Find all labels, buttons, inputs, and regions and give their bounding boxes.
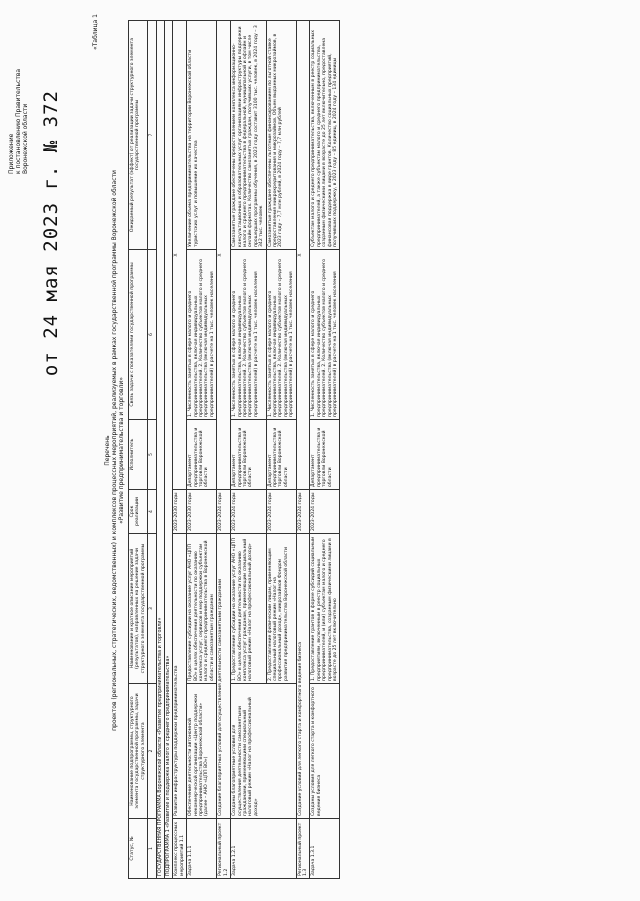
executor-cell: Департамент предпринимательства и торговли Воронежской области xyxy=(187,420,217,490)
measure-cell: 2. Предоставление физическим лицам, применяющим специальный налоговый режим «Налог на профессиональный доход», микрозаймов Фондом развития предпринимательства Воронежской области xyxy=(266,534,296,684)
table-row xyxy=(217,21,231,879)
name-cell: Созданы благоприятные условия для осуществления деятельности самозанятыми гражданами, применяющими специальный налоговый режим «Налог на профессиональный доход» xyxy=(231,684,296,819)
column-number: 2 xyxy=(148,684,156,819)
column-number: 1 xyxy=(148,819,156,879)
measures-table xyxy=(128,20,340,879)
status-cell: Комплекс процессных мероприятий 1.1 xyxy=(173,819,187,879)
approval-line: Воронежской области xyxy=(22,103,29,174)
name-cell: Создание благоприятных условий для осуществления деятельности самозанятыми гражданами xyxy=(217,534,231,819)
term-cell: 2023-2024 годы xyxy=(231,490,266,534)
header-cell: Статус, № xyxy=(129,819,148,879)
table-label: «Таблица 1 xyxy=(92,14,99,50)
executor-cell: Департамент предпринимательства и торговли Воронежской области xyxy=(231,420,266,490)
result-cell: Самозанятые граждане обеспечены льготным финансированием по льготной ставке предоставления микрокредитования и микрозаймов. Объем выданных микрозаймов, в 2023 году – 7,7 млн рублей, в 2024 году – 7,7 млн рублей xyxy=(266,21,296,250)
approval-line: Приложение xyxy=(8,133,15,174)
header-cell: Ожидаемый результат (эффект) от реализации задачи структурного элемента государственной программы xyxy=(129,21,148,250)
program-row xyxy=(156,21,164,879)
title-line: Перечень xyxy=(104,435,111,466)
executor-cell: Департамент предпринимательства и торговли Воронежской области xyxy=(310,420,340,490)
column-number: 3 xyxy=(148,534,156,684)
term-cell: 2023-2030 годы xyxy=(187,490,217,534)
link-cell: 1. Численность занятых в сфере малого и среднего предпринимательства, включая индивидуальных предпринимателей. 2. Количество субъектов малого и среднего предпринимательства (включая индивидуальных предпринимателей) в расчете на 1 тыс. человек населения xyxy=(187,250,217,420)
measure-cell: 1. Предоставление грантов в форме субсидий социальным предприятиям, включенным в реестр социальных предпринимателей, и (или) субъектам малого и среднего предпринимательства, созданным физическими лицами в возрасте до 25 лет включительно xyxy=(310,534,340,684)
name-cell: Развитие инфраструктуры поддержки предпринимательства xyxy=(173,534,187,819)
measure-cell: 1. Предоставление субсидии на оказание услуг АНО «ЦПП ВО» в целях обеспечения деятельности по оказанию комплекса услуг гражданам, применяющим специальный налоговый режим «Налог на профессиональный доход» xyxy=(231,534,266,684)
link-cell: 1. Численность занятых в сфере малого и среднего предпринимательства, включая индивидуальных предпринимателей. 2. Количество субъектов малого и среднего предпринимательства (включая индивидуальных предпринимателей) в расчете на 1 тыс. человек населения xyxy=(310,250,340,420)
title-line: проектов (региональных, стратегических, ведомственных) и комплексов процессных мероприятий, реализуемых в рамках государственной программы Воронежской области xyxy=(111,170,118,731)
header-row xyxy=(129,21,148,879)
term-cell: 2023-2030 годы xyxy=(173,490,187,534)
status-cell: Региональный проект 1.3 xyxy=(296,819,310,879)
column-number-row xyxy=(148,21,156,879)
header-cell: Наименование подпрограммы, структурного элемента государственной программы, задачи структурного элемента xyxy=(129,684,148,819)
name-cell: Создание условий для легкого старта и комфортного ведения бизнеса xyxy=(296,534,310,819)
term-cell: 2023-2024 годы xyxy=(310,490,340,534)
document-title xyxy=(104,120,125,781)
status-cell: Задача 1.1.1 xyxy=(187,819,217,879)
link-cell: 1. Численность занятых в сфере малого и среднего предпринимательства, включая индивидуальных предпринимателей. 2. Количество субъектов малого и среднего предпринимательства (включая индивидуальных предпринимателей) в расчете на 1 тыс. человек населения xyxy=(231,250,266,420)
approval-line: к постановлению Правительства xyxy=(15,68,22,174)
table-row xyxy=(310,21,340,879)
name-cell: Обеспечение деятельности автономной некоммерческой организации «Центр поддержки предпринимательства Воронежской области» (далее – АНО «ЦПП ВО») xyxy=(187,684,217,819)
table-row xyxy=(296,21,310,879)
status-cell: Региональный проект 1.2 xyxy=(217,819,231,879)
date-number-stamp: от 24 мая 2023 г. № 372 xyxy=(40,90,62,377)
x-cell: Х xyxy=(173,21,187,490)
header-cell: Срок реализации xyxy=(129,490,148,534)
term-cell: 2023-2024 годы xyxy=(217,490,231,534)
table-row xyxy=(231,21,266,879)
column-number: 7 xyxy=(148,21,156,250)
result-cell: Самозанятые граждане обеспечены предоставлением комплекса информационно-консультационных и образовательных услуг организациями инфраструктуры поддержки малого и среднего предпринимательства в федеральной, муниципальной и офлайн и онлайн форматах. Количество самозанятых граждан, получивших услуги, в том числе прошедших программы обучения, в 2023 году составит 3100 тыс. человек, в 2024 году – 3 342 тыс. человек xyxy=(231,21,266,250)
result-cell: Субъектам малого и среднего предпринимательства, включенным в реестр социальных предпринимателей, а также субъектам малого и среднего предпринимательства, созданным физическими лицами в возрасте до 25 лет включительно, предоставлена финансовая поддержка в виде грантов. Количество социальных предприятий, получивших поддержку, в 2023 году – 85 единиц, в 2024 году – 134 единицы xyxy=(310,21,340,250)
x-cell: Х xyxy=(217,21,231,490)
x-cell: Х xyxy=(296,21,310,490)
table-row xyxy=(187,21,217,879)
column-number: 5 xyxy=(148,420,156,490)
column-number: 6 xyxy=(148,250,156,420)
header-cell: Исполнитель xyxy=(129,420,148,490)
subprogram-title: ПОДПРОГРАММА 1 «Развитие и поддержка малого и среднего предпринимательства» xyxy=(165,21,173,879)
name-cell: Созданы условия для легкого старта и комфортного ведения бизнеса xyxy=(310,684,340,819)
header-cell: Связь задачи с показателями государственной программы xyxy=(129,250,148,420)
status-cell: Задача 1.3.1 xyxy=(310,819,340,879)
measure-cell: Предоставление субсидии на оказание услуг АНО «ЦПП ВО» в целях обеспечения деятельности по оказанию комплекса услуг, сервисов и мер поддержки субъектам малого и среднего предпринимательства в Воронежской области и самозанятым гражданам xyxy=(187,534,217,684)
header-cell: Наименование и краткое описание мероприятий (результатов), направленных на решение задачи структурного элемента государственной программы xyxy=(129,534,148,684)
subprogram-row xyxy=(165,21,173,879)
link-cell: 1. Численность занятых в сфере малого и среднего предпринимательства, включая индивидуальных предпринимателей. 2. Количество субъектов малого и среднего предпринимательства (включая индивидуальных предпринимателей) в расчете на 1 тыс. человек населения xyxy=(266,250,296,420)
term-cell: 2023-2024 годы xyxy=(266,490,296,534)
result-cell: Увеличение объема предпринимательства на территории Воронежской области туристских услуг и повышение их качества xyxy=(187,21,217,250)
title-line: «Развитие предпринимательства и торговли» xyxy=(118,377,125,524)
term-cell: 2023-2024 годы xyxy=(296,490,310,534)
status-cell: Задача 1.2.1 xyxy=(231,819,296,879)
approval-block xyxy=(8,64,29,174)
table-row xyxy=(173,21,187,879)
column-number: 4 xyxy=(148,490,156,534)
program-title: ГОСУДАРСТВЕННАЯ ПРОГРАММА Воронежской области «Развитие предпринимательства и торговли» xyxy=(156,21,164,879)
executor-cell: Департамент предпринимательства и торговли Воронежской области xyxy=(266,420,296,490)
